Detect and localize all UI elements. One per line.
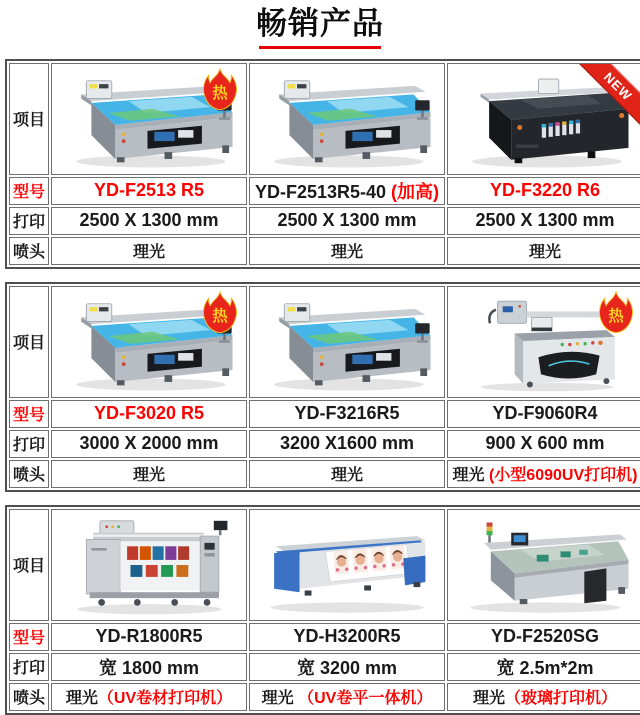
model-row — [9, 400, 640, 428]
product-image-cell — [51, 286, 247, 398]
row-label-print: 打印 — [9, 653, 49, 681]
product-image-cell — [249, 286, 445, 398]
head-text: 理光 — [330, 467, 363, 485]
head-text: 理光 — [528, 244, 561, 262]
row-label-head: 喷头 — [9, 460, 49, 488]
print-head-cell — [51, 460, 247, 488]
row-label-model: 型号 — [9, 623, 49, 651]
row-label-print: 打印 — [9, 207, 49, 235]
print-head-cell — [249, 683, 445, 711]
hot-badge-label: 热 — [608, 307, 624, 325]
print-size-cell: 宽 1800 mm — [51, 653, 247, 681]
print-size-row — [9, 653, 640, 681]
wide-uv-flatbed-printer-image — [257, 291, 437, 393]
product-image-cell — [249, 63, 445, 175]
product-image-cell — [447, 63, 640, 175]
model-text: YD-F3216R5 — [294, 403, 400, 424]
print-size-cell: 宽 2.5m*2m — [447, 653, 640, 681]
print-head-row — [9, 237, 640, 265]
head-note: （UV卷平一体机） — [293, 690, 433, 708]
head-text: 理光 — [132, 467, 165, 485]
print-head-row — [9, 460, 640, 488]
model-cell — [249, 177, 445, 205]
product-photo — [448, 510, 640, 620]
print-head-cell — [447, 460, 640, 488]
row-label-head: 喷头 — [9, 237, 49, 265]
print-size-cell: 3200 X1600 mm — [249, 430, 445, 458]
title-underline — [259, 46, 381, 49]
head-note: (小型6090UV打印机) — [484, 467, 638, 485]
model-text: YD-F3220 R6 — [489, 180, 601, 201]
model-cell — [447, 400, 640, 428]
model-cell — [249, 623, 445, 651]
image-row — [9, 63, 640, 175]
head-note: （玻璃打印机） — [505, 690, 618, 708]
print-head-cell — [249, 460, 445, 488]
print-head-cell — [447, 237, 640, 265]
print-head-row — [9, 683, 640, 711]
head-text: 理光 — [472, 690, 505, 708]
uv-flatbed-raised-printer-image — [257, 68, 437, 170]
model-note: (加高) — [386, 181, 440, 202]
head-note: （UV卷材打印机） — [97, 690, 233, 708]
model-cell — [51, 400, 247, 428]
product-photo — [52, 64, 246, 174]
product-photo — [250, 510, 444, 620]
print-head-cell — [51, 683, 247, 711]
model-text: YD-F3020 R5 — [93, 403, 205, 424]
print-size-cell: 900 X 600 mm — [447, 430, 640, 458]
product-image-cell — [447, 286, 640, 398]
model-text: YD-H3200R5 — [293, 626, 401, 647]
product-table-3 — [5, 505, 640, 715]
print-size-cell: 3000 X 2000 mm — [51, 430, 247, 458]
model-row — [9, 177, 640, 205]
hot-badge-flame-icon — [598, 290, 634, 334]
model-text: YD-R1800R5 — [95, 626, 203, 647]
head-text: 理光 — [65, 690, 98, 708]
hot-badge-label: 热 — [212, 307, 228, 325]
new-badge-label: NEW — [600, 69, 636, 104]
page-header — [0, 0, 640, 49]
print-size-cell: 2500 X 1300 mm — [447, 207, 640, 235]
row-label-item: 项目 — [9, 286, 49, 398]
head-text: 理光 — [452, 467, 485, 485]
image-row — [9, 286, 640, 398]
print-size-row — [9, 207, 640, 235]
product-image-cell — [51, 509, 247, 621]
print-size-cell: 宽 3200 mm — [249, 653, 445, 681]
hot-badge-flame-icon — [202, 290, 238, 334]
product-photo — [448, 64, 640, 174]
product-image-cell — [51, 63, 247, 175]
page-title: 畅销产品 — [256, 6, 384, 41]
product-table-2 — [5, 282, 640, 492]
row-label-item: 项目 — [9, 509, 49, 621]
uv-hybrid-printer-image — [257, 514, 437, 616]
hot-badge-label: 热 — [212, 84, 228, 102]
model-text: YD-F2520SG — [490, 626, 600, 647]
product-photo — [448, 287, 640, 397]
print-head-cell — [51, 237, 247, 265]
product-image-cell — [249, 509, 445, 621]
image-row — [9, 509, 640, 621]
hot-badge-flame-icon — [202, 67, 238, 111]
product-image-cell — [447, 509, 640, 621]
print-size-cell: 2500 X 1300 mm — [249, 207, 445, 235]
head-text: 理光 — [261, 690, 294, 708]
print-head-cell — [249, 237, 445, 265]
model-cell — [447, 177, 640, 205]
print-size-cell: 2500 X 1300 mm — [51, 207, 247, 235]
product-photo — [250, 64, 444, 174]
product-table-1 — [5, 59, 640, 269]
row-label-head: 喷头 — [9, 683, 49, 711]
glass-uv-flatbed-printer-image — [455, 514, 635, 616]
model-text: YD-F9060R4 — [492, 403, 598, 424]
model-text: YD-F2513R5-40 — [254, 181, 387, 202]
model-text: YD-F2513 R5 — [93, 180, 205, 201]
model-cell — [51, 177, 247, 205]
row-label-print: 打印 — [9, 430, 49, 458]
row-label-item: 项目 — [9, 63, 49, 175]
row-label-model: 型号 — [9, 177, 49, 205]
uv-roll-printer-image — [59, 514, 239, 616]
product-photo — [52, 510, 246, 620]
print-head-cell — [447, 683, 640, 711]
model-row — [9, 623, 640, 651]
product-photo — [250, 287, 444, 397]
model-cell — [447, 623, 640, 651]
row-label-model: 型号 — [9, 400, 49, 428]
model-cell — [51, 623, 247, 651]
head-text: 理光 — [132, 244, 165, 262]
product-photo — [52, 287, 246, 397]
print-size-row — [9, 430, 640, 458]
model-cell — [249, 400, 445, 428]
head-text: 理光 — [330, 244, 363, 262]
